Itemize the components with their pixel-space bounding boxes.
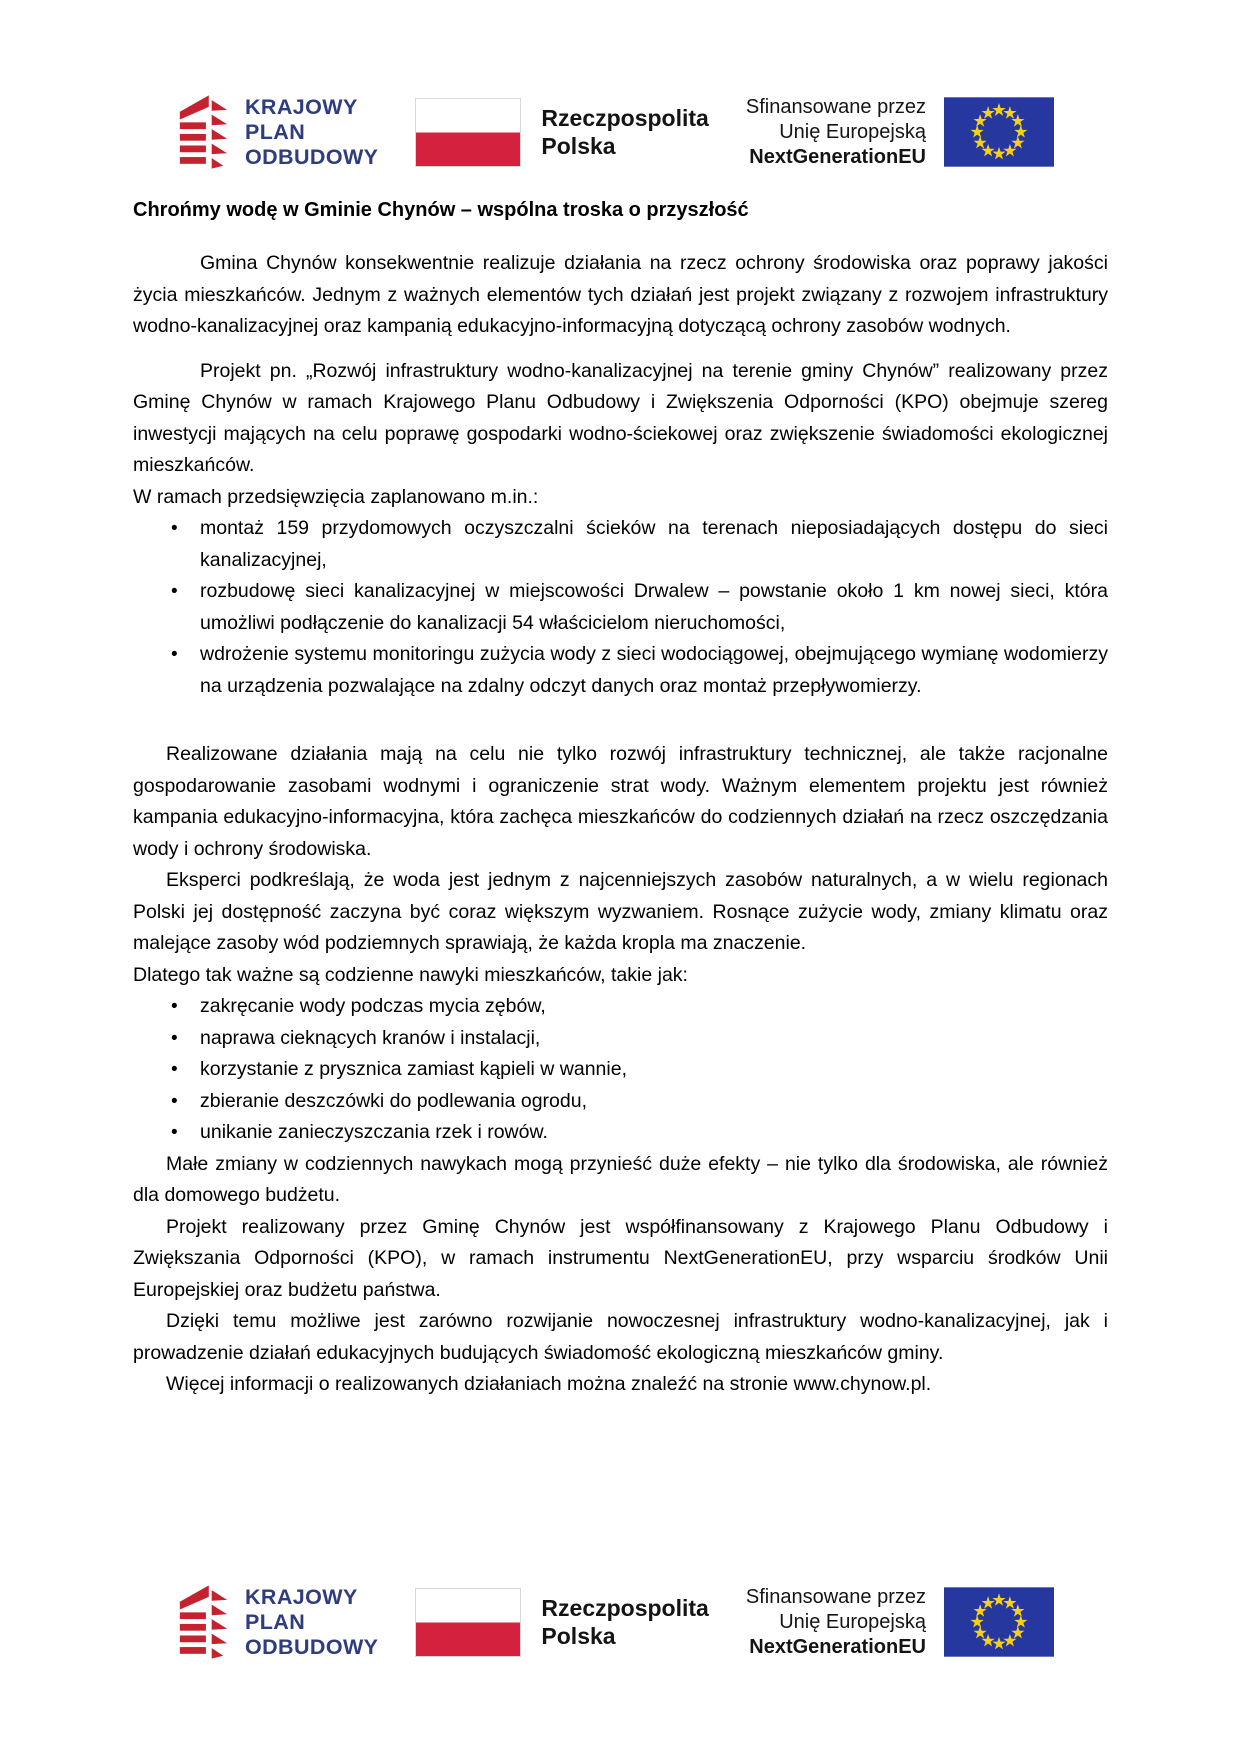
paragraph-intro-2: Projekt pn. „Rozwój infrastruktury wodno-kanalizacyjnej na terenie gminy Chynów” realizowany przez Gminę Chynów w ramach Krajowego Planu Odbudowy i Zwiększenia Odporności (KPO) obejmuje szereg inwestycji mających na celu poprawę gospodarki wodno-ściekowej oraz zwiększenie świadomości ekologicznej mieszkańców. [133, 359, 1108, 476]
paragraph-financing: Projekt realizowany przez Gminę Chynów jest współfinansowany z Krajowego Planu Odbudowy i Zwiększania Odporności (KPO), w ramach instrumentu NextGenerationEU, przy wsparciu środków Unii Europejskiej oraz budżetu państwa. [133, 1215, 1108, 1301]
kpo-logo-line: PLAN [245, 1609, 306, 1634]
eu-funding-line: Unię Europejską [779, 1610, 926, 1633]
paragraph-intro-1: Gmina Chynów konsekwentnie realizuje działania na rzecz ochrony środowiska oraz poprawy jakości życia mieszkańców. Jednym z ważnych elementów tych działań jest projekt związany z rozwojem infrastruktury wodno-kanalizacyjnej oraz kampanią edukacyjno-informacyjną dotyczącą ochrony zasobów wodnych. [133, 252, 1108, 337]
bullet-list-investments [133, 513, 1108, 702]
poland-logo-text [541, 104, 708, 161]
eu-funding-line: Unię Europejską [779, 120, 926, 143]
eu-funding-text [746, 95, 926, 170]
paragraph-small-changes: Małe zmiany w codziennych nawykach mogą przynieść duże efekty – nie tylko dla środowiska, ale również dla domowego budżetu. [133, 1152, 1108, 1206]
header-logo-strip [176, 84, 1054, 180]
footer-logo-strip [176, 1574, 1054, 1670]
bullet-item: • zakręcanie wody podczas mycia zębów, [133, 991, 1108, 1023]
poland-logo-line: Rzeczpospolita [541, 1594, 709, 1621]
document-body [133, 182, 1108, 1401]
eu-funding-text [746, 1585, 926, 1660]
poland-logo [415, 98, 708, 167]
eu-funding-line: Sfinansowane przez [745, 1585, 926, 1608]
bullet-item: • wdrożenie systemu monitoringu zużycia wody z sieci wodociągowej, obejmującego wymianę wodomierzy na urządzenia pozwalające na zdalny odczyt danych oraz montaż przepływomierzy. [133, 639, 1108, 702]
bullet-item: • rozbudowę sieci kanalizacyjnej w miejscowości Drwalew – powstanie około 1 km nowej sieci, która umożliwi podłączenie do kanalizacji 54 właścicielom nieruchomości, [133, 576, 1108, 639]
poland-flag-icon [415, 1588, 521, 1657]
bullet-item: • unikanie zanieczyszczania rzek i rowów. [133, 1117, 1108, 1149]
list1-intro: W ramach przedsięwzięcia zaplanowano m.in.: [133, 485, 539, 508]
kpo-logo-text [245, 95, 378, 170]
poland-logo-line: Polska [541, 1623, 616, 1649]
kpo-logo [176, 1582, 378, 1662]
poland-logo [415, 1588, 708, 1657]
poland-flag-icon [415, 98, 521, 167]
kpo-logo-line: ODBUDOWY [245, 144, 379, 169]
eu-funding-logo [746, 95, 1054, 170]
eu-funding-logo [746, 1585, 1054, 1660]
bullet-item: • korzystanie z prysznica zamiast kąpieli w wannie, [133, 1054, 1108, 1086]
eu-funding-line: Sfinansowane przez [745, 95, 926, 118]
poland-logo-line: Polska [541, 133, 616, 159]
eu-flag-icon [944, 1587, 1054, 1657]
bullet-item: • zbieranie deszczówki do podlewania ogrodu, [133, 1086, 1108, 1118]
kpo-logo-text [245, 1585, 378, 1660]
poland-logo-text [541, 1594, 708, 1651]
bullet-item: • naprawa cieknących kranów i instalacji, [133, 1023, 1108, 1055]
bullet-list-habits [133, 991, 1108, 1149]
kpo-logo-line: PLAN [245, 119, 306, 144]
kpo-logo-icon [176, 1582, 230, 1662]
kpo-logo-line: ODBUDOWY [245, 1634, 379, 1659]
eu-funding-line: NextGenerationEU [749, 1635, 926, 1658]
paragraph-benefits: Dzięki temu możliwe jest zarówno rozwijanie nowoczesnej infrastruktury wodno-kanalizacyjnej, jak i prowadzenie działań edukacyjnych budujących świadomość ekologiczną mieszkańców gminy. [133, 1310, 1108, 1364]
kpo-logo-icon [176, 92, 230, 172]
paragraph-goals: Realizowane działania mają na celu nie tylko rozwój infrastruktury technicznej, ale także racjonalne gospodarowanie zasobami wodnymi i ograniczenie strat wody. Ważnym elementem projektu jest również kampania edukacyjno-informacyjna, która zachęca mieszkańców do codziennych działań na rzecz oszczędzania wody i ochrony środowiska. [133, 743, 1108, 860]
poland-logo-line: Rzeczpospolita [541, 104, 709, 131]
paragraph-more-info: Więcej informacji o realizowanych działaniach można znaleźć na stronie www.chynow.pl. [166, 1373, 932, 1395]
page-title: Chrońmy wodę w Gminie Chynów – wspólna troska o przyszłość [133, 199, 749, 221]
bullet-item: • montaż 159 przydomowych oczyszczalni ścieków na terenach nieposiadających dostępu do sieci kanalizacyjnej, [133, 513, 1108, 576]
kpo-logo-line: KRAJOWY [245, 94, 358, 119]
kpo-logo [176, 92, 378, 172]
kpo-logo-line: KRAJOWY [245, 1584, 358, 1609]
eu-flag-icon [944, 97, 1054, 167]
eu-funding-line: NextGenerationEU [749, 145, 926, 168]
paragraph-experts: Eksperci podkreślają, że woda jest jednym z najcenniejszych zasobów naturalnych, a w wielu regionach Polski jej dostępność zaczyna być coraz większym wyzwaniem. Rosnące zużycie wody, zmiany klimatu oraz malejące zasoby wód podziemnych sprawiają, że każda kropla ma znaczenie. [133, 869, 1108, 954]
list2-intro: Dlatego tak ważne są codzienne nawyki mieszkańców, takie jak: [133, 963, 688, 986]
